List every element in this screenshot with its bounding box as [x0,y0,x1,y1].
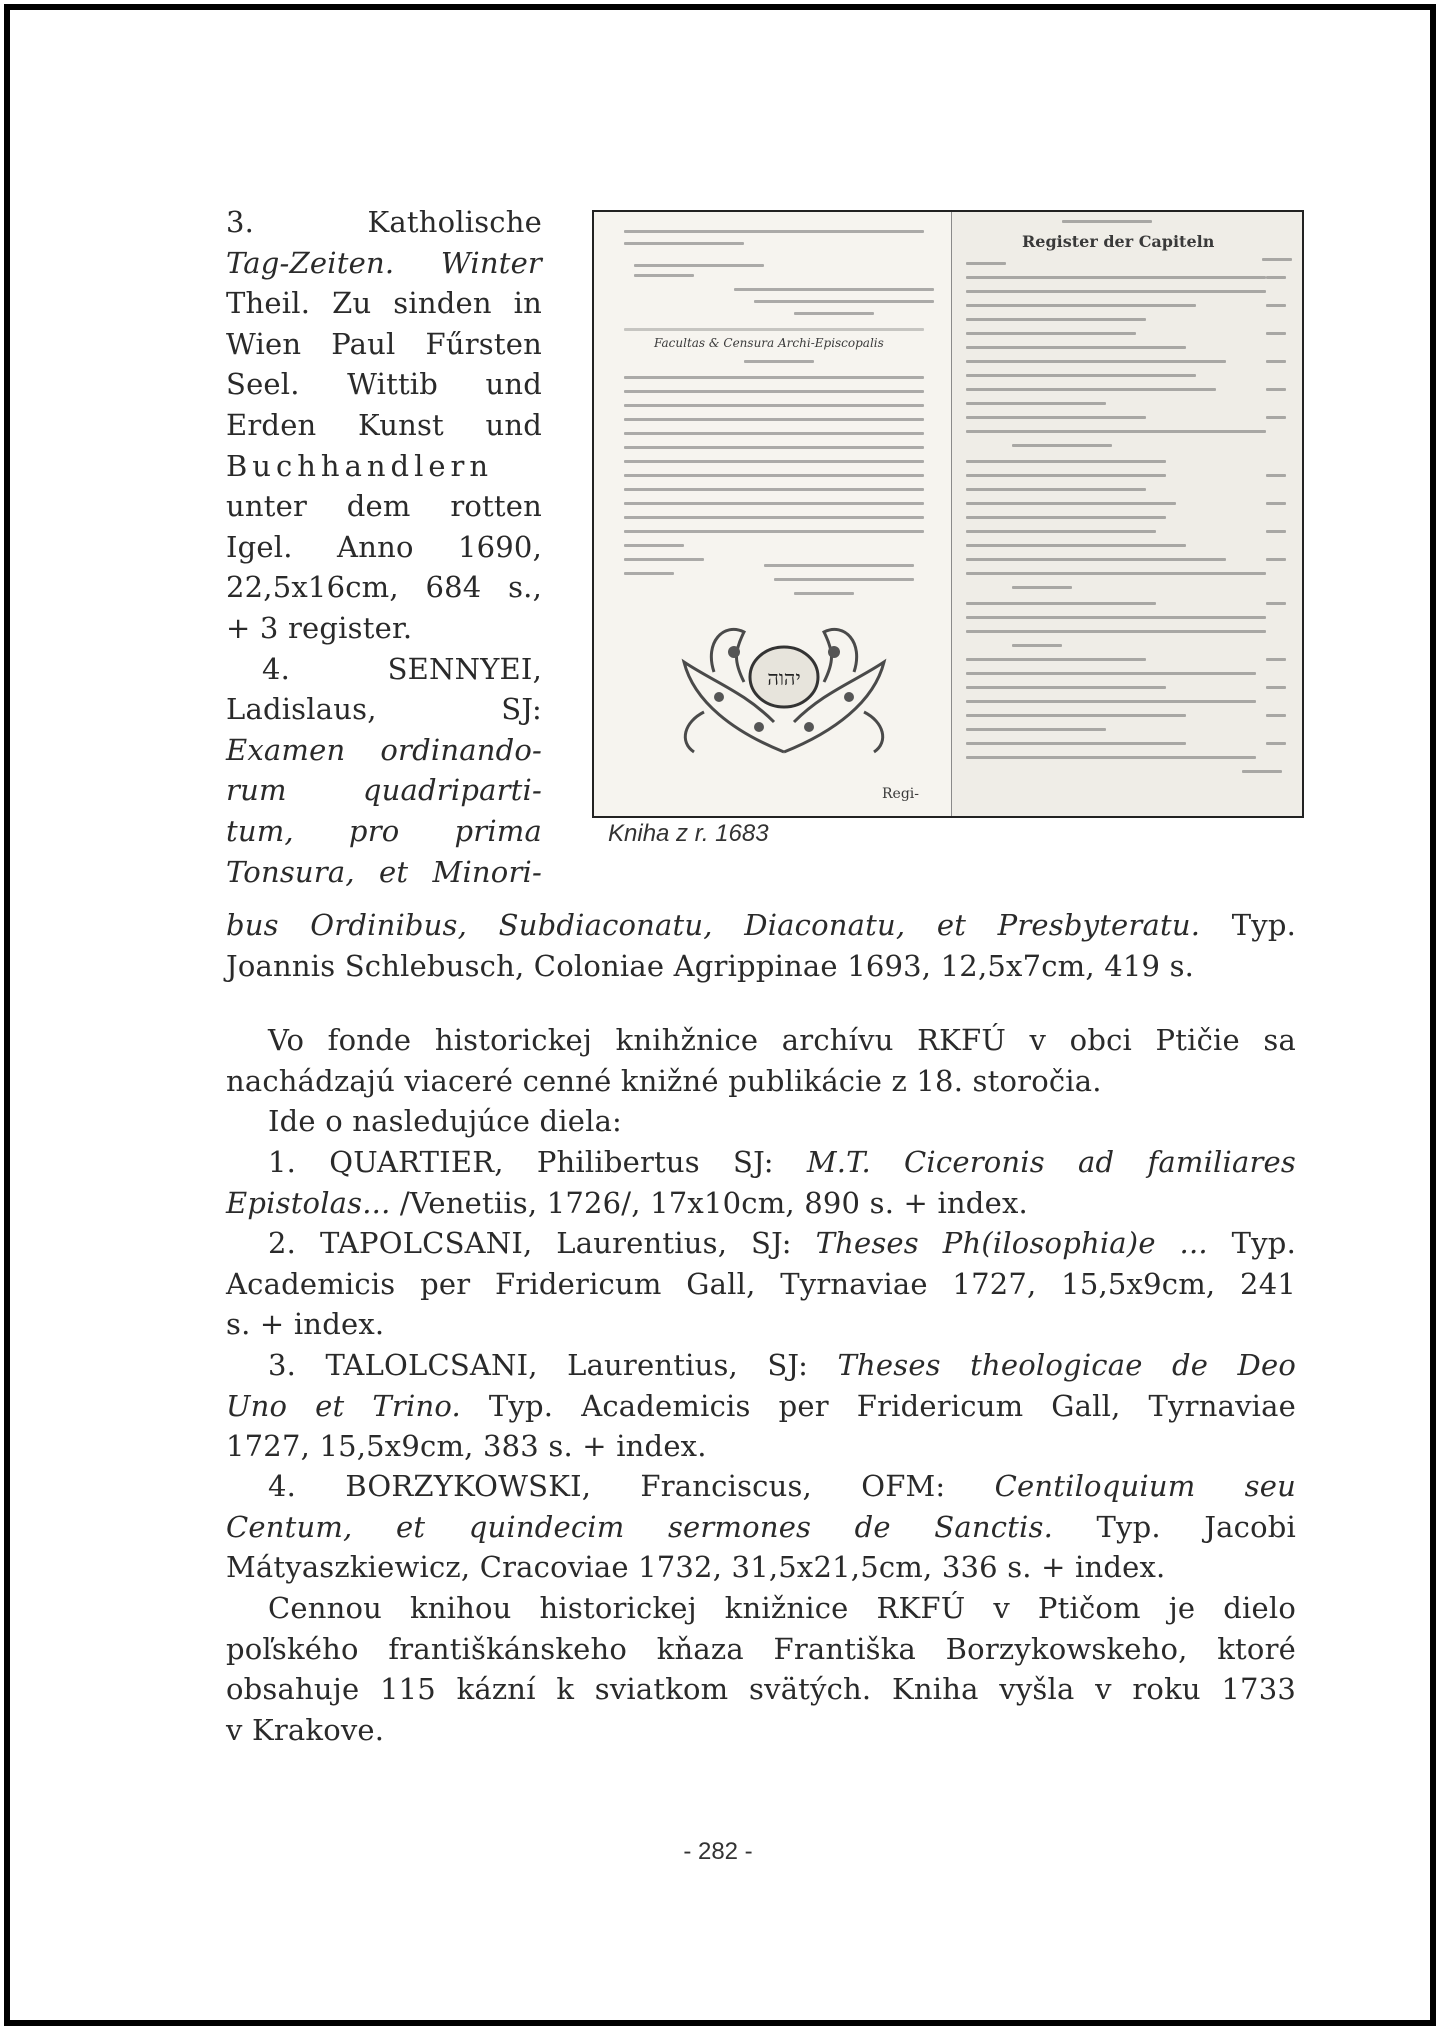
scan-catchword: Regi- [882,786,919,802]
entry4-line: Examen ordinando- [226,732,542,767]
scan-left-page [594,212,951,816]
list-item [226,1466,1296,1588]
entry3-line: Wien Paul Fűrsten [226,326,542,361]
entry3-line: Theil. Zu sinden in [226,286,542,321]
entry3-line: unter dem rotten [226,489,542,524]
entry4-line: rum quadriparti- [226,773,542,808]
entry4-line: Ladislaus, SJ: [226,692,542,727]
entry-3-and-4-left [226,202,542,892]
closing-line: obsahuje 115 kázní k sviatkom svätých. Kniha vyšla v roku 1733 [226,1672,1296,1707]
intro-line: Vo fonde historickej knihžnice archívu RKFÚ v obci Ptičie sa [268,1023,1296,1057]
list-item [226,1223,1296,1345]
scan-right-page [951,212,1303,816]
item-line: s. + index. [226,1307,385,1342]
entry3-line: Buchhandlern [226,448,494,483]
item-line: 1727, 15,5x9cm, 383 s. + index. [226,1429,707,1464]
item-line: Epistolas... /Venetiis, 1726/, 17x10cm, 890 s. + index. [226,1185,1028,1220]
ornament-icon [674,612,894,762]
svg-text:יהוה: יהוה [767,666,801,690]
entry3-line: + 3 register. [226,610,413,645]
item-line: Mátyaszkiewicz, Cracoviae 1732, 31,5x21,5cm, 336 s. + index. [226,1550,1166,1585]
closing-line: v Krakove. [226,1712,385,1747]
item-line: Academicis per Fridericum Gall, Tyrnaviae 1727, 15,5x9cm, 241 [226,1266,1296,1301]
entry3-line: Tag-Zeiten. Winter [226,245,542,280]
figure-caption: Kniha z r. 1683 [608,820,769,847]
scan-censura-heading: Facultas & Censura Archi-Episcopalis [654,336,884,350]
entry-4-continuation [226,905,1296,986]
item-line: 2. TAPOLCSANI, Laurentius, SJ: Theses Ph(ilosophia)e ... Typ. [268,1226,1296,1260]
closing-paragraph [226,1588,1296,1750]
entry4-line: 4. SENNYEI, [262,651,542,686]
closing-line: poľského františkánskeho kňaza Františka Borzykowskeho, ktoré [226,1631,1296,1666]
item-line: 1. QUARTIER, Philibertus SJ: M.T. Ciceronis ad familiares [268,1145,1296,1179]
item-line: Uno et Trino. Typ. Academicis per Fridericum Gall, Tyrnaviae [226,1388,1296,1423]
entry4-line: Tonsura, et Minori- [226,854,542,889]
book-scan-image [592,210,1304,818]
item-line: 3. TALOLCSANI, Laurentius, SJ: Theses theologicae de Deo [268,1348,1296,1382]
entry4-full-line: bus Ordinibus, Subdiaconatu, Diaconatu, et Presbyteratu. Typ. [226,908,1296,942]
page-number: - 282 - [683,1838,753,1865]
item-line: 4. BORZYKOWSKI, Franciscus, OFM: Centiloquium seu [268,1469,1296,1503]
closing-line: Cennou knihou historickej knižnice RKFÚ v Ptičom je dielo [268,1591,1296,1625]
entry4-full-line: Joannis Schlebusch, Coloniae Agrippinae 1693, 12,5x7cm, 419 s. [226,948,1195,983]
entry3-line: Erden Kunst und [226,407,542,442]
item-line: Centum, et quindecim sermones de Sanctis. Typ. Jacobi [226,1509,1296,1544]
intro-line: nachádzajú viaceré cenné knižné publikácie z 18. storočia. [226,1063,1102,1098]
list-item [226,1142,1296,1223]
scan-register-heading: Register der Capiteln [1022,232,1215,251]
entry4-line: tum, pro prima [226,813,542,848]
entry3-line: 3. Katholische [226,205,542,239]
entry3-line: Seel. Wittib und [226,367,542,402]
entry3-line: 22,5x16cm, 684 s., [226,570,542,605]
list-item [226,1345,1296,1467]
intro-paragraph [226,1020,1296,1142]
entry3-line: Igel. Anno 1690, [226,529,542,564]
ide-line: Ide o nasledujúce diela: [268,1104,623,1139]
